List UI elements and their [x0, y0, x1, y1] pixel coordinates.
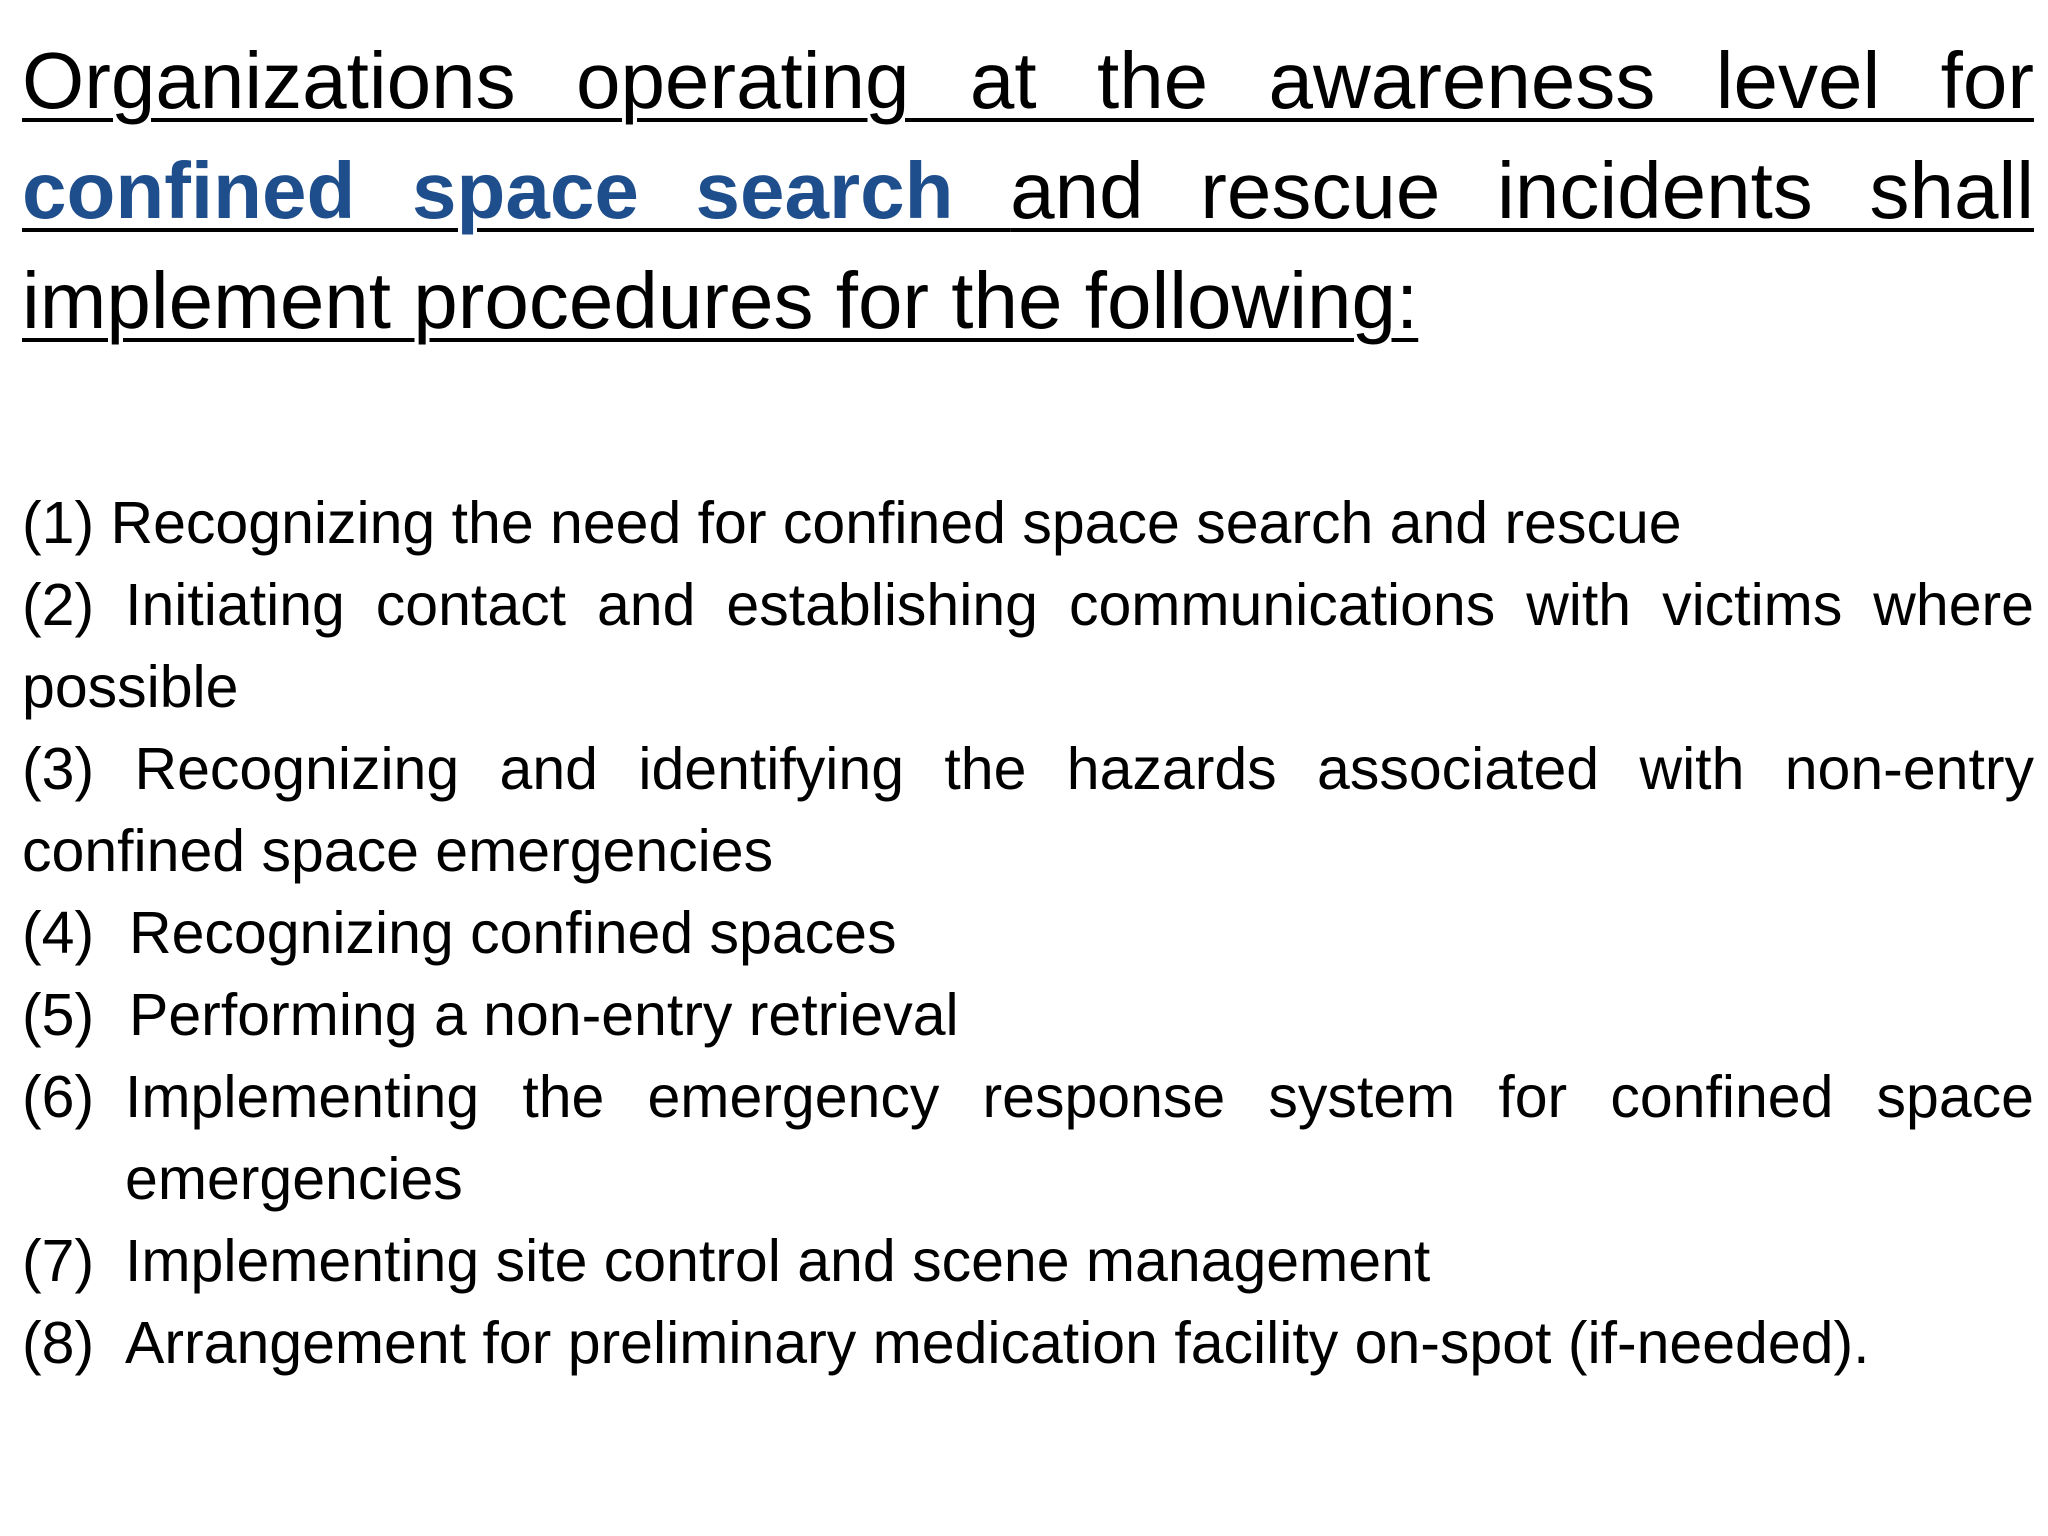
procedure-list [22, 482, 2034, 1384]
item-text: Implementing site control and scene management [125, 1228, 1431, 1294]
heading-text-part1: Organizations operating at the awareness level for [22, 36, 2034, 125]
item-number: (7) [22, 1228, 95, 1294]
item-number: (2) [22, 572, 95, 638]
heading-highlight: confined space search [22, 146, 1011, 235]
list-item-8 [22, 1302, 2034, 1384]
list-item-7 [22, 1220, 2034, 1302]
list-item-3 [22, 728, 2034, 892]
item-number: (8) [22, 1310, 95, 1376]
item-text: Recognizing the need for confined space search and rescue [110, 490, 1682, 556]
heading-text-part2: and rescue incidents shall implement procedures for the following: [22, 146, 2034, 345]
item-number: (6) [22, 1064, 95, 1130]
slide [22, 0, 2034, 1536]
item-text: Arrangement for preliminary medication facility on-spot (if-needed). [125, 1310, 1870, 1376]
list-item-5 [22, 974, 2034, 1056]
item-text: Initiating contact and establishing communications with victims where possible [22, 572, 2034, 720]
list-item-6 [22, 1056, 2034, 1220]
item-number: (1) [22, 490, 95, 556]
item-number: (3) [22, 736, 95, 802]
list-item-1 [22, 482, 2034, 564]
item-text: Recognizing and identifying the hazards associated with non-entry confined space emergencies [22, 736, 2034, 884]
slide-heading [22, 26, 2034, 356]
item-text: Implementing the emergency response system for confined space emergencies [125, 1064, 2034, 1212]
list-item-2 [22, 564, 2034, 728]
item-text: Recognizing confined spaces [129, 900, 897, 966]
item-number: (4) [22, 900, 95, 966]
list-item-4 [22, 892, 2034, 974]
item-number: (5) [22, 982, 95, 1048]
item-text: Performing a non-entry retrieval [129, 982, 959, 1048]
